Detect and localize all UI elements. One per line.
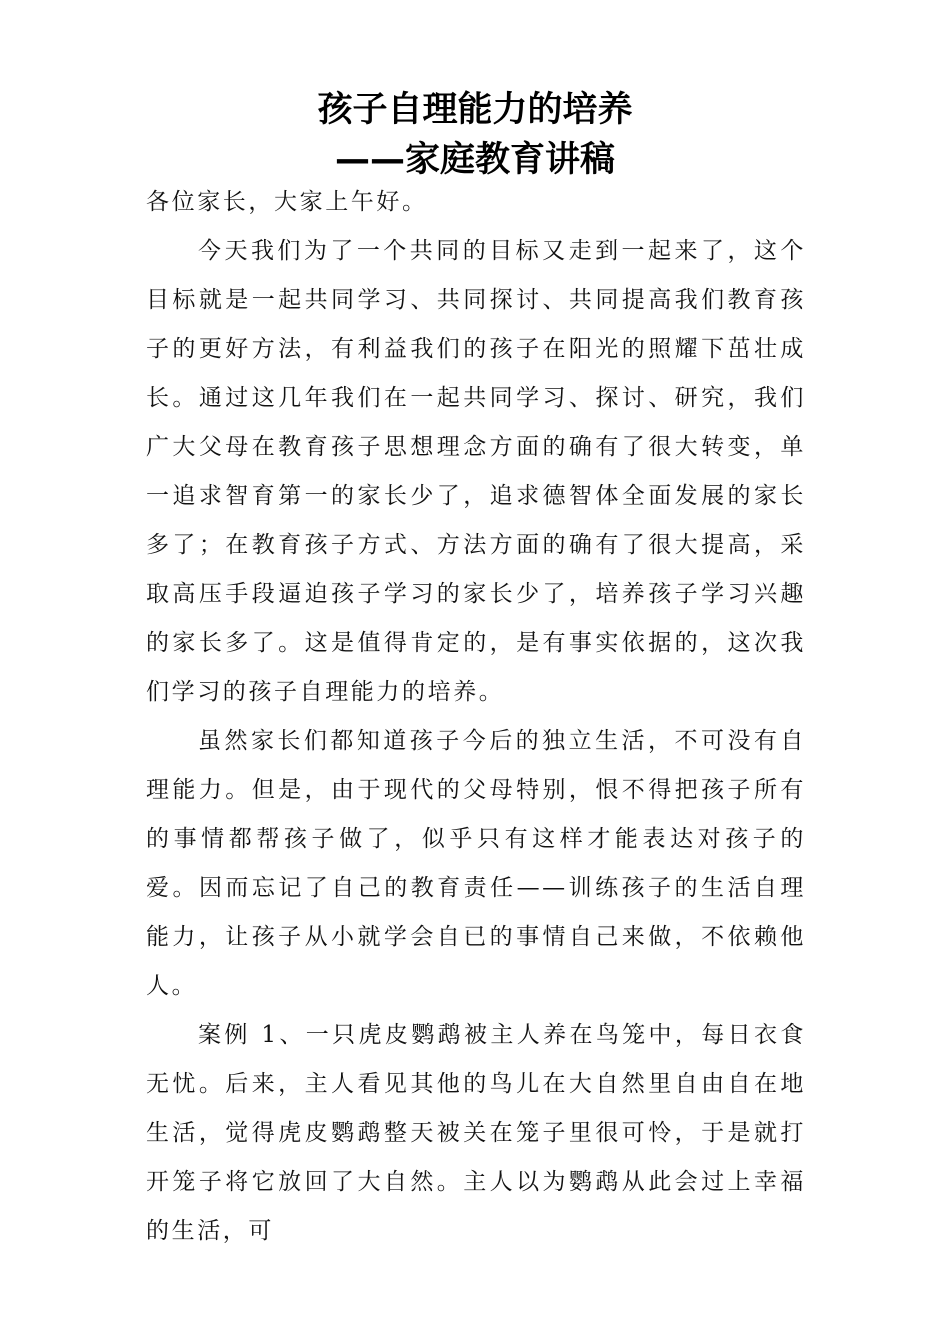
document-body: [146, 178, 806, 1256]
body-paragraph: 今天我们为了一个共同的目标又走到一起来了，这个目标就是一起共同学习、共同探讨、共同提高我们教育孩子的更好方法，有利益我们的孩子在阳光的照耀下茁壮成长。通过这几年我们在一起共同学习、探讨、研究，我们广大父母在教育孩子思想理念方面的确有了很大转变，单一追求智育第一的家长少了，追求德智体全面发展的家长多了；在教育孩子方式、方法方面的确有了很大提高，采取高压手段逼迫孩子学习的家长少了，培养孩子学习兴趣的家长多了。这是值得肯定的，是有事实依据的，这次我们学习的孩子自理能力的培养。: [146, 238, 806, 705]
body-paragraph: 虽然家长们都知道孩子今后的独立生活，不可没有自理能力。但是，由于现代的父母特别，恨不得把孩子所有的事情都帮孩子做了，似乎只有这样才能表达对孩子的爱。因而忘记了自己的教育责任——训练孩子的生活自理能力，让孩子从小就学会自已的事情自己来做，不依赖他人。: [146, 728, 806, 999]
document-title: 孩子自理能力的培养: [317, 90, 633, 130]
greeting-paragraph: 各位家长，大家上午好。: [146, 189, 428, 215]
body-paragraph: 案例 1、一只虎皮鹦鹉被主人养在鸟笼中，每日衣食无忧。后来，主人看见其他的鸟儿在大自然里自由自在地生活，觉得虎皮鹦鹉整天被关在笼子里很可怜，于是就打开笼子将它放回了大自然。主人以为鹦鹉从此会过上幸福的生活，可: [146, 1022, 806, 1244]
document-subtitle: ——家庭教育讲稿: [334, 140, 615, 180]
